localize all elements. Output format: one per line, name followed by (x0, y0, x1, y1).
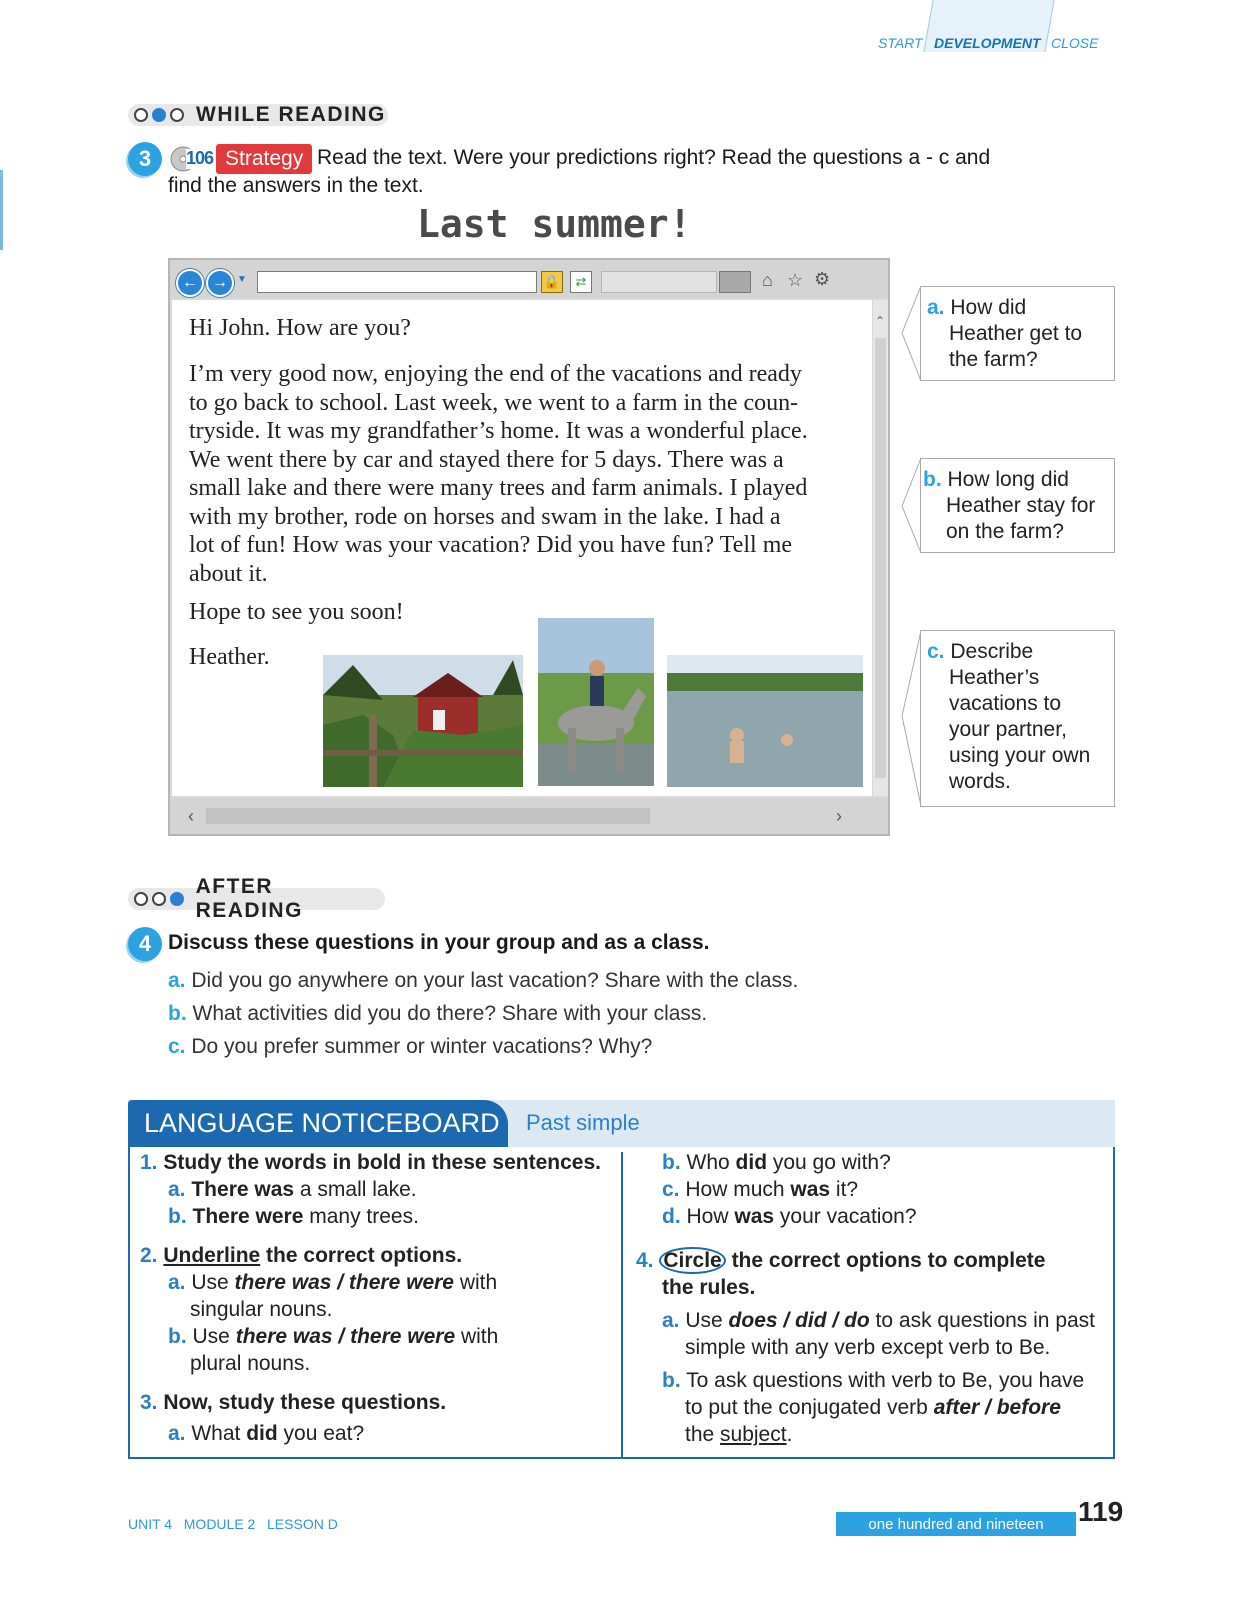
callout-question-c (920, 630, 1115, 807)
discussion-question-c (168, 1035, 652, 1059)
horse-photo (538, 618, 654, 786)
text-title: Last summer! (417, 202, 692, 246)
footer-unit: UNIT 4 (128, 1516, 173, 1532)
item-text: the (685, 1423, 721, 1446)
vertical-scrollbar[interactable] (873, 300, 888, 796)
question-letter: b. (168, 1002, 187, 1025)
tab-close[interactable]: CLOSE (1051, 35, 1099, 51)
email-body (189, 360, 879, 588)
callout-line: words. (949, 770, 1011, 793)
email-body-line: We went there by car and stayed there for 5 days. There was a (189, 446, 784, 473)
email-greeting: Hi John. How are you? (189, 315, 411, 341)
callout-line: Heather get to (949, 322, 1083, 345)
item-letter: b. (662, 1151, 681, 1174)
item-number: 2. (140, 1244, 158, 1267)
lock-icon[interactable]: 🔒 (541, 271, 563, 293)
exercise-number: 4 (128, 927, 162, 961)
item-letter: a. (662, 1309, 680, 1332)
item-text: it? (830, 1178, 859, 1201)
callout-line: on the farm? (946, 520, 1064, 543)
item-text: Study the words in (163, 1151, 358, 1174)
item-letter: a. (168, 1271, 186, 1294)
item-letter: d. (662, 1205, 681, 1228)
callout-question-a (920, 286, 1115, 381)
footer-module: MODULE 2 (183, 1516, 256, 1532)
scroll-left-icon[interactable]: ‹ (188, 806, 194, 826)
question-text: Did you go anywhere on your last vacation? Share with the class. (191, 969, 799, 992)
item-text: many trees. (303, 1205, 419, 1228)
home-icon[interactable]: ⌂ (762, 270, 773, 290)
discussion-question-b (168, 1002, 707, 1026)
email-body-line: I’m very good now, enjoying the end of the vacations and ready (189, 361, 802, 387)
search-button[interactable] (719, 271, 751, 293)
horizontal-scrollbar[interactable] (170, 798, 888, 834)
item-text: your vacation? (774, 1205, 917, 1228)
underlined-word: Underline (163, 1244, 261, 1267)
browser-content (172, 300, 872, 796)
farm-photo (323, 655, 523, 787)
item-text: with (453, 1271, 498, 1294)
exercise-4-instruction: Discuss these questions in your group and as a class. (168, 931, 710, 954)
star-icon[interactable]: ☆ (787, 270, 804, 290)
step-dot-1 (134, 892, 148, 906)
tab-development[interactable]: DEVELOPMENT (934, 35, 1041, 51)
item-text: you go with? (767, 1151, 891, 1174)
item-letter: c. (662, 1178, 680, 1201)
item-text: Use (192, 1325, 236, 1348)
section-title: WHILE READING (196, 103, 386, 126)
item-text: How much (685, 1178, 791, 1201)
item-text: singular nouns. (190, 1298, 333, 1321)
exercise-3-instruction-2: find the answers in the text. (168, 174, 424, 197)
callout-line: your partner, (949, 718, 1067, 741)
notice-item-3-continued (662, 1149, 1112, 1230)
callout-question-b (920, 458, 1115, 553)
browser-window (168, 258, 890, 836)
underlined-word: subject (720, 1423, 787, 1446)
audio-track-number: 106 (186, 148, 214, 168)
email-body-line: with my brother, rode on horses and swam in the lake. I had a (189, 503, 781, 530)
lake-photo (667, 655, 863, 787)
option-text: does / did / do (728, 1309, 870, 1332)
callout-letter: b. (923, 468, 942, 491)
item-text: Now, study these questions. (163, 1391, 447, 1414)
page-number: 119 (1078, 1496, 1124, 1527)
footer-page-words: one hundred and nineteen (836, 1512, 1076, 1536)
address-bar[interactable] (257, 271, 537, 293)
email-body-line: tryside. It was my grandfather’s home. It was a wonderful place. (189, 418, 808, 444)
email-body-line: about it. (189, 560, 268, 587)
section-title: AFTER READING (195, 875, 303, 922)
callout-line: How did (950, 296, 1027, 319)
item-text: Use (685, 1309, 729, 1332)
callout-letter: a. (927, 296, 945, 319)
vertical-scroll-thumb[interactable] (875, 338, 886, 778)
exercise-3-instruction-1: Read the text. Were your predictions right? Read the questions a - c and (317, 146, 991, 169)
back-arrow-icon[interactable]: ← (176, 269, 204, 297)
noticeboard-divider (621, 1152, 623, 1457)
callout-line: using your own (949, 744, 1091, 767)
email-body-line: to go back to school. Last week, we went to a farm in the coun- (189, 389, 799, 416)
callout-letter: c. (927, 640, 945, 663)
item-text: plural nouns. (190, 1352, 311, 1375)
item-text: a small lake. (294, 1178, 417, 1201)
email-signature: Heather. (189, 644, 270, 670)
callout-line: How long did (947, 468, 1069, 491)
bold-text: did (735, 1151, 768, 1174)
item-letter: b. (168, 1205, 187, 1228)
callout-line: the farm? (949, 348, 1038, 371)
notice-item-1 (140, 1149, 618, 1230)
search-box[interactable] (601, 271, 717, 293)
footer-lesson: LESSON D (267, 1516, 338, 1532)
refresh-icon[interactable]: ⇄ (570, 271, 592, 293)
email-body-line: lot of fun! How was your vacation? Did you have fun? Tell me (189, 532, 793, 558)
item-text: you eat? (277, 1422, 365, 1445)
callout-line: Describe (950, 640, 1034, 663)
horizontal-scroll-thumb[interactable] (206, 808, 650, 824)
gear-icon[interactable]: ⚙ (814, 269, 831, 289)
callout-line: vacations to (949, 692, 1062, 715)
callout-line: Heather stay for (946, 494, 1096, 517)
notice-item-2 (140, 1242, 618, 1377)
while-reading-header (128, 104, 388, 126)
item-text: to ask questions in past (869, 1309, 1096, 1332)
item-text: bold (357, 1151, 402, 1174)
item-text: the rules. (662, 1276, 756, 1299)
option-text: there was / there were (235, 1325, 456, 1348)
bold-text: There was (191, 1178, 295, 1201)
item-text: How (686, 1205, 735, 1228)
forward-arrow-icon[interactable]: → (206, 269, 234, 297)
item-text: Use (191, 1271, 235, 1294)
question-text: Do you prefer summer or winter vacations? Why? (191, 1035, 653, 1058)
item-letter: a. (168, 1422, 186, 1445)
step-dot-1 (134, 108, 148, 122)
item-text: What (191, 1422, 247, 1445)
strategy-badge: Strategy (216, 144, 312, 174)
margin-rule (0, 170, 3, 250)
footer-breadcrumb (128, 1516, 338, 1532)
bold-text: There were (192, 1205, 304, 1228)
circled-word: Circle (659, 1247, 725, 1274)
after-reading-header (128, 875, 385, 922)
item-letter: b. (662, 1369, 681, 1392)
bold-text: was (790, 1178, 831, 1201)
step-dot-3 (170, 892, 184, 906)
callout-line: Heather’s (949, 666, 1040, 689)
noticeboard-title: LANGUAGE NOTICEBOARD (128, 1100, 508, 1147)
item-text: in these sentences. (401, 1151, 601, 1174)
question-text: What activities did you do there? Share with your class. (192, 1002, 708, 1025)
notice-item-3 (140, 1389, 618, 1447)
item-text: To ask questions with verb to Be, you have (686, 1369, 1085, 1392)
item-text: the correct options. (260, 1244, 463, 1267)
item-letter: b. (168, 1325, 187, 1348)
item-text: to put the conjugated verb (685, 1396, 934, 1419)
option-text: after / before (933, 1396, 1061, 1419)
item-text: . (786, 1423, 793, 1446)
bold-text: did (246, 1422, 278, 1445)
scroll-up-icon[interactable]: ⌃ (875, 314, 886, 328)
discussion-question-a (168, 969, 798, 993)
item-letter: a. (168, 1178, 186, 1201)
step-dot-2 (152, 892, 166, 906)
item-text: with (455, 1325, 499, 1348)
scroll-right-icon[interactable]: › (836, 806, 842, 826)
exercise-number: 3 (128, 142, 162, 176)
bold-text: was (734, 1205, 775, 1228)
noticeboard-subtitle: Past simple (526, 1110, 640, 1135)
email-body-line: small lake and there were many trees and farm animals. I played (189, 475, 808, 501)
item-number: 4. (636, 1249, 654, 1272)
email-closing: Hope to see you soon! (189, 599, 404, 625)
tab-start[interactable]: START (878, 35, 923, 51)
question-letter: a. (168, 969, 186, 992)
question-letter: c. (168, 1035, 186, 1058)
option-text: there was / there were (234, 1271, 454, 1294)
item-number: 1. (140, 1151, 158, 1174)
notice-item-4 (636, 1247, 1112, 1448)
audio-cd-icon[interactable] (170, 146, 212, 172)
step-dot-3 (170, 108, 184, 122)
chevron-down-icon[interactable]: ▼ (237, 274, 247, 285)
step-dot-2 (152, 108, 166, 122)
browser-toolbar (170, 260, 888, 298)
item-number: 3. (140, 1391, 158, 1414)
item-text: the correct options to complete (725, 1249, 1046, 1272)
item-text: Who (686, 1151, 736, 1174)
item-text: simple with any verb except verb to Be. (685, 1336, 1051, 1359)
